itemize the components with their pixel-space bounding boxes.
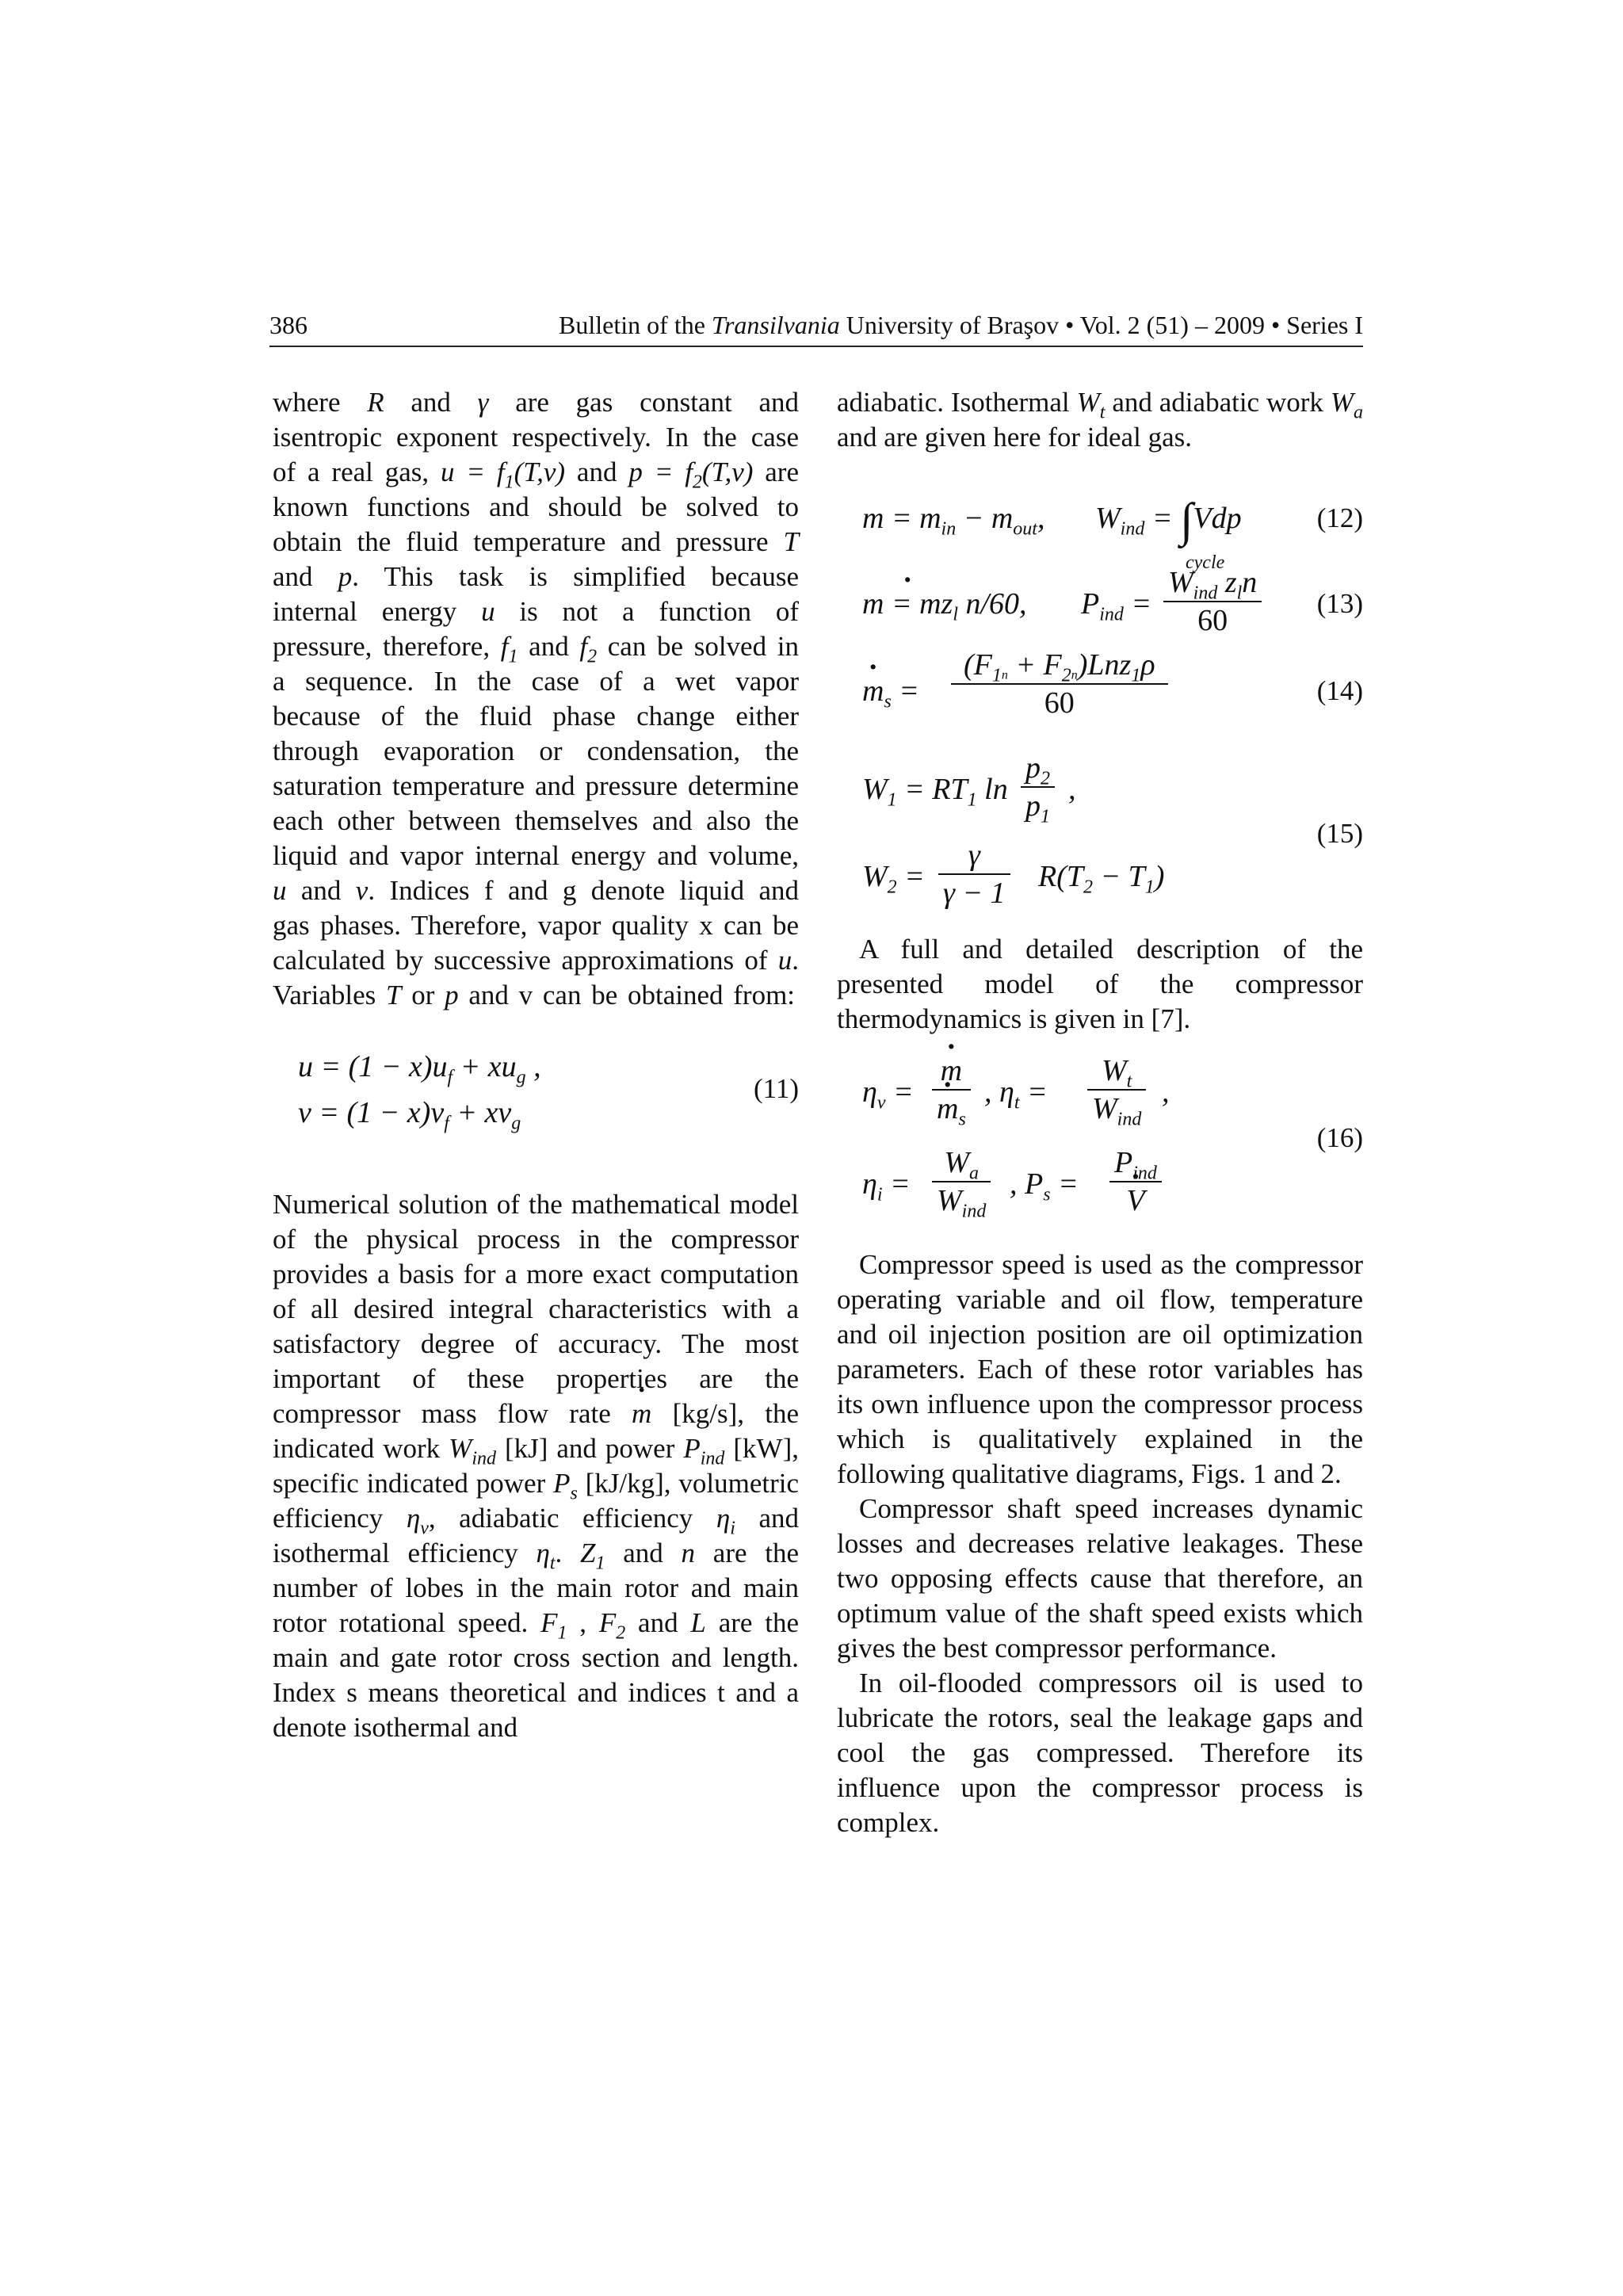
journal-title — [559, 308, 1363, 342]
integral-subscript: cycle — [1186, 552, 1225, 573]
equation-15: $W_1 = RT_1$ ln $\frac{p_2}{p_1}$ , $W_2$ = $\frac{\gamma}{\gamma - 1}$ $R(T_2 - T_1)$ (15) — [862, 751, 1363, 910]
equation-14: · $m_s$ = $(F_{1n} + F_{2n})Lnz_1\rho$ 60 (14) — [837, 647, 1363, 734]
equation-number: (16) — [1316, 1122, 1363, 1153]
right-column — [837, 385, 1363, 1840]
paragraph: A full and detailed description of the presented model of the compressor thermodynamics is given in [7]. — [837, 934, 1363, 1034]
equation-number: (11) — [753, 1073, 799, 1104]
journal-title-post: University of Braşov • Vol. 2 (51) – 2009 • Series I — [839, 311, 1363, 339]
journal-title-italic: Transilvania — [711, 311, 840, 339]
left-column — [273, 385, 799, 1745]
paragraph: In oil-flooded compressors oil is used to lubricate the rotors, seal the leakage gaps and cool the gas compressed. Therefore its influence upon the compressor process is complex. — [837, 1668, 1363, 1838]
paragraph: adiabatic. Isothermal $W_t$ and adiabatic work $W_a$ and are given here for ideal gas. — [837, 387, 1364, 453]
equation-number: (12) — [1316, 502, 1363, 533]
running-header — [269, 308, 1363, 347]
equation-number: (13) — [1316, 588, 1363, 619]
equation-11-line-2: $v = (1 - x)v_f + xv_g$ — [298, 1096, 521, 1134]
equation-number: (14) — [1316, 675, 1363, 706]
page-number: 386 — [269, 311, 307, 339]
equation-12: $m = m_{in} - m_{out}$, $W_{ind} = \int Vdp$ cycle (12) — [837, 487, 1363, 560]
equation-13: · $m = mz_l$ n/60, $P_{ind}$ = $W_{ind}$ $z_ln$ 60 (13) — [837, 564, 1363, 644]
paragraph: Compressor speed is used as the compressor operating variable and oil flow, temperature and oil injection position are oil optimization parameters. Each of these rotor variables has its own influence upon the compressor process which is qualitatively explained in the following qualitative diagrams, Figs. 1 and 2. — [837, 1249, 1363, 1489]
equation-number: (15) — [1316, 818, 1363, 849]
paragraph: Compressor shaft speed increases dynamic losses and decreases relative leakages. These two opposing effects cause that therefore, an optimum value of the shaft speed exists which gives the best compressor performance. — [837, 1493, 1363, 1664]
paragraph: where R and γ are gas constant and isentropic exponent respectively. In the case of a real gas, $u = f_1(T,v)$ and $p = f_2(T,v)$ are known functions and should be solved to obtain the fluid temperature and pressure T and p. This task is simplified because internal energy u is not a function of pressure, therefore, $f_1$ and $f_2$ can be solved in a sequence. In the case of a wet vapor because of the fluid phase change either through evaporation or condensation, the saturation temperature and pressure determine each other between themselves and also the liquid and vapor internal energy and volume, u and v. Indices f and g denote liquid and gas phases. Therefore, vapor quality x can be calculated by successive approximations of u. Variables T or p and v can be obtained from: — [273, 387, 799, 1010]
equation-11-line-1: $u = (1 - x)u_f + xu_g$ , — [298, 1050, 541, 1088]
equation-11 — [273, 1040, 799, 1143]
journal-title-pre: Bulletin of the — [559, 311, 712, 339]
equation-16: $\eta_v$ = · m · $m_s$ , $\eta_t$ = $W_t$ $W_{ind}$ , $\eta_i$ = $W_a$ $W_{ind}$ , $P_s$ = $P_{ind}$ · V (16) — [837, 1052, 1363, 1227]
paragraph: Numerical solution of the mathematical model of the physical process in the compressor provides a basis for a more exact computation of all desired integral characteristics with a satisfactory degree of accuracy. The most important of these properties are the compressor mass flow rate · m [kg/s], the indicated work $W_{ind}$ [kJ] and power $P_{ind}$ [kW], specific indicated power $P_s$ [kJ/kg], volumetric efficiency $\eta_v$, adiabatic efficiency $\eta_i$ and isothermal efficiency $\eta_t$. $Z_1$ and n are the number of lobes in the main rotor and main rotor rotational speed. $F_1$ , $F_2$ and L are the main and gate rotor cross section and length. Index s means theoretical and indices t and a denote isothermal and — [273, 1187, 799, 1745]
